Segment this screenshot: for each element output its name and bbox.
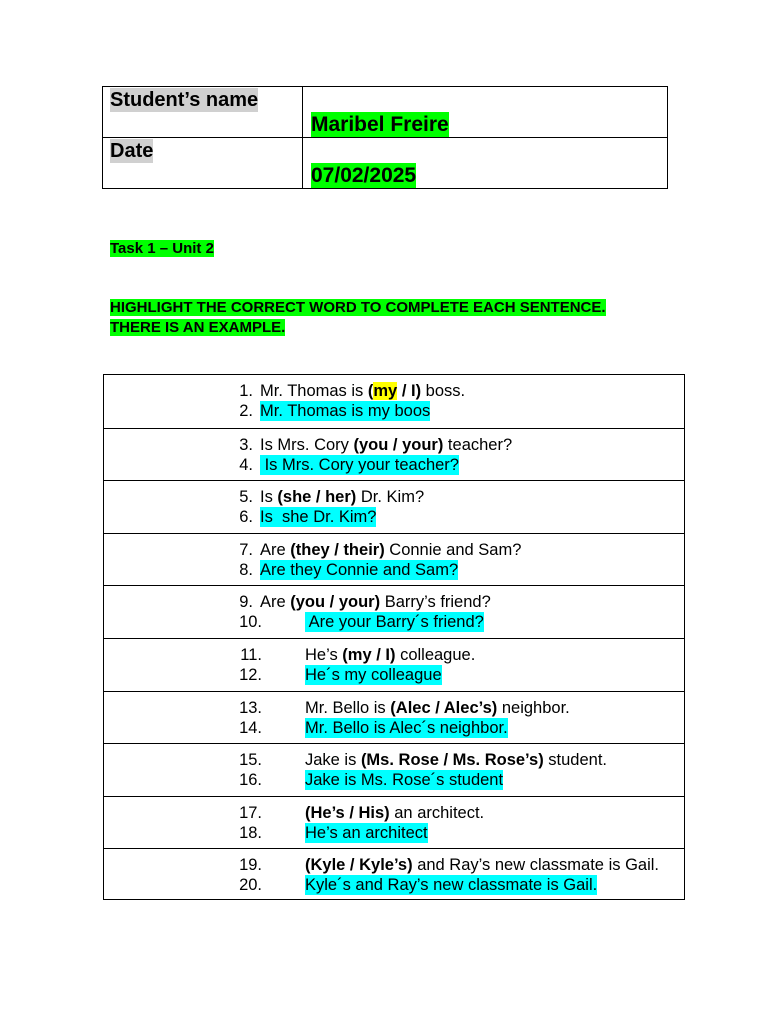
question-options: (Kyle / Kyle’s): [305, 856, 413, 875]
name-value-cell: [303, 87, 668, 138]
question-options: (my / I): [342, 645, 396, 664]
date-value-cell: [303, 138, 668, 189]
exercise-row: [104, 585, 684, 638]
exercise-row: [104, 796, 684, 849]
question-text: [305, 855, 659, 875]
exercise-row: [104, 743, 684, 796]
question-number: 1.: [239, 382, 253, 400]
question-after: student.: [543, 751, 607, 770]
question-before: Are: [260, 540, 291, 559]
student-info-table: [102, 86, 668, 189]
question-options: [368, 382, 421, 400]
question-number: 7.: [239, 540, 253, 559]
question-options: (they / their): [290, 540, 385, 559]
option-open: (: [367, 382, 374, 400]
task-title: [110, 240, 214, 258]
name-row: [103, 87, 668, 138]
example-choice: my: [373, 382, 398, 400]
answer-text: Mr. Thomas is my boos: [260, 402, 431, 420]
question-after: neighbor.: [497, 698, 570, 717]
answer-number: 6.: [239, 508, 253, 527]
instructions: [110, 298, 630, 338]
date-row: [103, 138, 668, 189]
question-text: [260, 487, 424, 507]
exercise-row: [104, 480, 684, 533]
date-label-cell: [103, 138, 303, 189]
question-after: boss.: [421, 382, 466, 400]
answer-number: 8.: [239, 560, 253, 579]
answer-number: 12.: [239, 665, 262, 684]
question-options: (you / your): [290, 593, 381, 612]
answer-text: Kyle´s and Ray’s new classmate is Gail.: [305, 876, 598, 895]
task-title-text: Task 1 – Unit 2: [110, 240, 214, 257]
answer-number: 20.: [239, 876, 262, 895]
question-text: [305, 698, 570, 718]
answer-number: 18.: [239, 823, 262, 842]
question-after: an architect.: [389, 803, 485, 822]
question-options: (she / her): [277, 488, 357, 507]
question-options: (Ms. Rose / Ms. Rose’s): [360, 751, 544, 770]
question-text: [260, 540, 521, 560]
exercise-row: [104, 691, 684, 744]
question-after: and Ray’s new classmate is Gail.: [412, 856, 659, 875]
question-after: teacher?: [443, 435, 513, 454]
answer-text: Is Mrs. Cory your teacher?: [260, 455, 459, 474]
answer-text: He’s an architect: [305, 823, 428, 842]
question-text: [305, 803, 484, 823]
answer-number: 2.: [239, 402, 253, 420]
answer-text: Mr. Bello is Alec´s neighbor.: [305, 718, 508, 737]
question-before: He’s: [305, 645, 343, 664]
question-number: 9.: [239, 593, 253, 612]
question-number: 3.: [239, 435, 253, 454]
name-label-cell: [103, 87, 303, 138]
exercise-row: [104, 638, 684, 691]
answer-number: 16.: [239, 771, 262, 790]
exercise-row: [104, 848, 684, 901]
question-options: (Alec / Alec’s): [390, 698, 498, 717]
question-number: 17.: [239, 803, 262, 822]
answer-number: 10.: [239, 613, 262, 632]
answer-text: Is she Dr. Kim?: [260, 508, 377, 527]
question-options: (He’s / His): [305, 803, 390, 822]
question-number: 15.: [239, 751, 262, 770]
question-text: [260, 381, 465, 401]
answer-text: Are they Connie and Sam?: [260, 560, 459, 579]
question-text: [260, 592, 491, 612]
name-label: Student’s name: [110, 89, 259, 111]
question-before: Jake is: [305, 751, 361, 770]
date-label: Date: [110, 140, 154, 162]
exercise-row: [104, 428, 684, 481]
exercise-row: [104, 533, 684, 586]
answer-text: Jake is Ms. Rose´s student: [305, 771, 504, 790]
question-before: Is: [260, 488, 278, 507]
question-number: 11.: [240, 645, 262, 664]
question-before: Mr. Thomas is: [260, 382, 368, 400]
question-after: Connie and Sam?: [384, 540, 522, 559]
question-after: Barry’s friend?: [380, 593, 491, 612]
question-before: Are: [260, 593, 291, 612]
question-before: Mr. Bello is: [305, 698, 391, 717]
question-number: 19.: [239, 856, 262, 875]
question-after: colleague.: [395, 645, 476, 664]
question-before: Is Mrs. Cory: [260, 435, 354, 454]
question-text: [260, 435, 512, 455]
answer-text: Are your Barry´s friend?: [305, 613, 484, 632]
date-value: 07/02/2025: [311, 164, 417, 187]
question-number: 13.: [239, 698, 262, 717]
question-number: 5.: [239, 488, 253, 507]
exercise-box: [103, 374, 685, 900]
option-rest: / I): [397, 382, 422, 400]
instructions-text: HIGHLIGHT THE CORRECT WORD TO COMPLETE EACH SENTENCE. THERE IS AN EXAMPLE.: [110, 299, 606, 336]
answer-number: 14.: [239, 718, 262, 737]
answer-text: He´s my colleague: [305, 665, 442, 684]
exercise-row: [104, 375, 684, 428]
answer-number: 4.: [239, 455, 253, 474]
question-after: Dr. Kim?: [356, 488, 425, 507]
name-value: Maribel Freire: [311, 113, 449, 136]
question-text: [305, 750, 607, 770]
question-options: (you / your): [353, 435, 444, 454]
question-text: [305, 645, 475, 665]
